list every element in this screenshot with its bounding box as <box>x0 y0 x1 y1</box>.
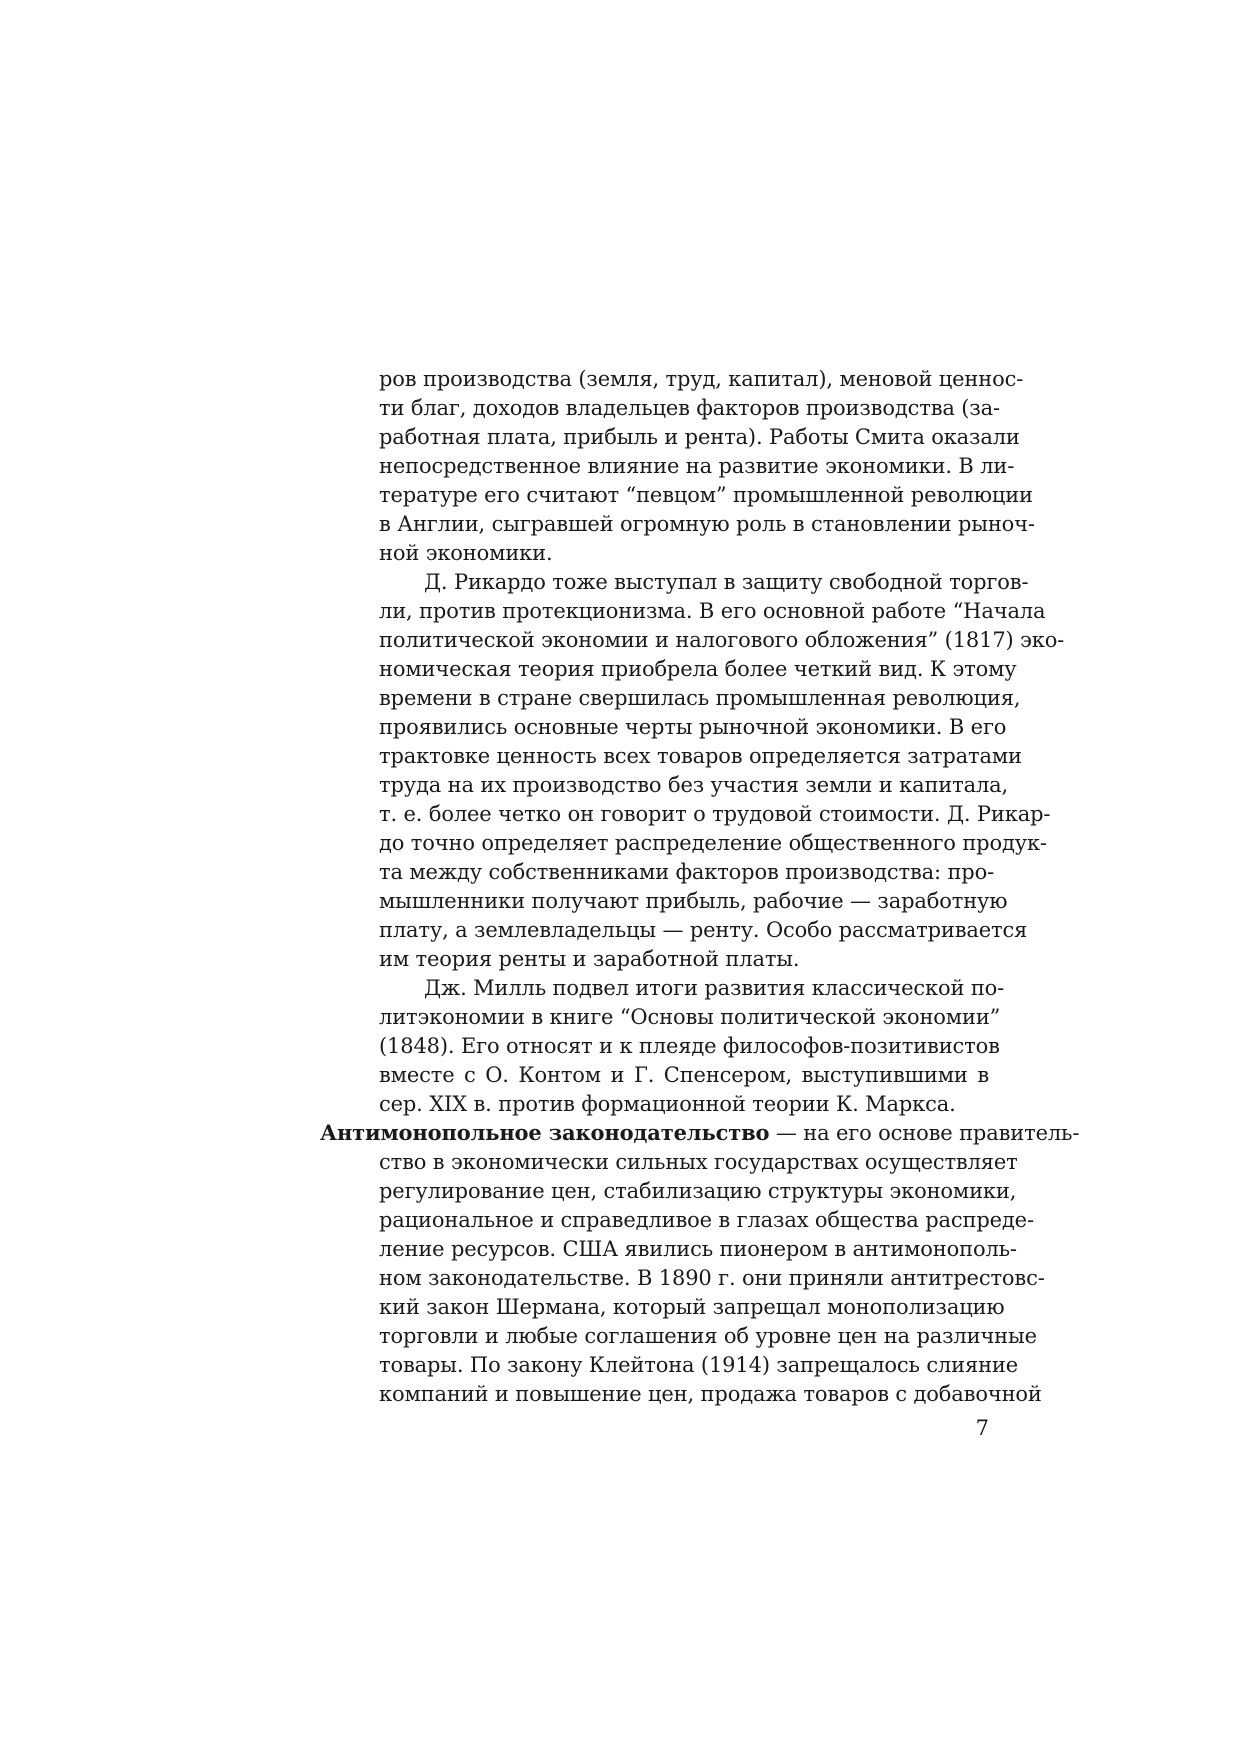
entry-first-line <box>320 1118 1080 1148</box>
text-line: политической экономии и налогового обложения” (1817) эко- <box>379 628 1065 652</box>
entry-definition-start: — на его основе правитель- <box>769 1121 1080 1145</box>
text-line: рациональное и справедливое в глазах общества распреде- <box>379 1208 1034 1232</box>
text-line: им теория ренты и заработной платы. <box>379 947 800 971</box>
text-line: проявились основные черты рыночной экономики. В его <box>379 715 1007 739</box>
text-line: ров производства (земля, труд, капитал), меновой ценнос- <box>379 367 1024 391</box>
text-line: трактовке ценность всех товаров определяется затратами <box>379 744 1022 768</box>
text-line: ление ресурсов. США явились пионером в антимонополь- <box>379 1237 1017 1261</box>
text-line: вместе с О. Контом и Г. Спенсером, выступившими в <box>379 1063 989 1087</box>
text-line: ство в экономически сильных государствах осуществляет <box>379 1150 1018 1174</box>
text-line: номическая теория приобрела более четкий вид. К этому <box>379 657 1017 681</box>
text-line: (1848). Его относят и к плеяде философов-позитивистов <box>379 1034 1000 1058</box>
text-line: мышленники получают прибыль, рабочие — заработную <box>379 889 1008 913</box>
text-line: кий закон Шермана, который запрещал монополизацию <box>379 1295 1005 1319</box>
text-line: товары. По закону Клейтона (1914) запрещалось слияние <box>379 1353 1019 1377</box>
paragraph-first-line: Дж. Милль подвел итоги развития классической по- <box>424 976 1005 1000</box>
entry-term: Антимонопольное законодательство <box>320 1120 770 1145</box>
text-line: труда на их производство без участия земли и капитала, <box>379 773 1009 797</box>
paragraph-first-line: Д. Рикардо тоже выступал в защиту свободной торгов- <box>424 570 1029 594</box>
text-line: регулирование цен, стабилизацию структуры экономики, <box>379 1179 1017 1203</box>
text-line: ном законодательстве. В 1890 г. они приняли антитрестовс- <box>379 1266 1045 1290</box>
text-line: сер. XIX в. против формационной теории К. Маркса. <box>379 1092 956 1116</box>
text-line: та между собственниками факторов производства: про- <box>379 860 995 884</box>
text-line: плату, а землевладельцы — ренту. Особо рассматривается <box>379 918 1028 942</box>
text-line: литэкономии в книге “Основы политической экономии” <box>379 1005 1001 1029</box>
text-line: тературе его считают “певцом” промышленной революции <box>379 483 1033 507</box>
text-line: непосредственное влияние на развитие экономики. В ли- <box>379 454 1015 478</box>
text-line: т. е. более четко он говорит о трудовой стоимости. Д. Рикар- <box>379 802 1051 826</box>
page-number: 7 <box>975 1416 989 1440</box>
text-line: до точно определяет распределение общественного продук- <box>379 831 1047 855</box>
text-line: компаний и повышение цен, продажа товаров с добавочной <box>379 1382 1042 1406</box>
text-line: торговли и любые соглашения об уровне цен на различные <box>379 1324 1037 1348</box>
text-line: в Англии, сыгравшей огромную роль в становлении рыноч- <box>379 512 1035 536</box>
text-line: ной экономики. <box>379 541 553 565</box>
text-line: времени в стране свершилась промышленная революция, <box>379 686 1021 710</box>
text-line: ти благ, доходов владельцев факторов производства (за- <box>379 396 1000 420</box>
text-line: работная плата, прибыль и рента). Работы Смита оказали <box>379 425 1020 449</box>
text-line: ли, против протекционизма. В его основной работе “Начала <box>379 599 1046 623</box>
